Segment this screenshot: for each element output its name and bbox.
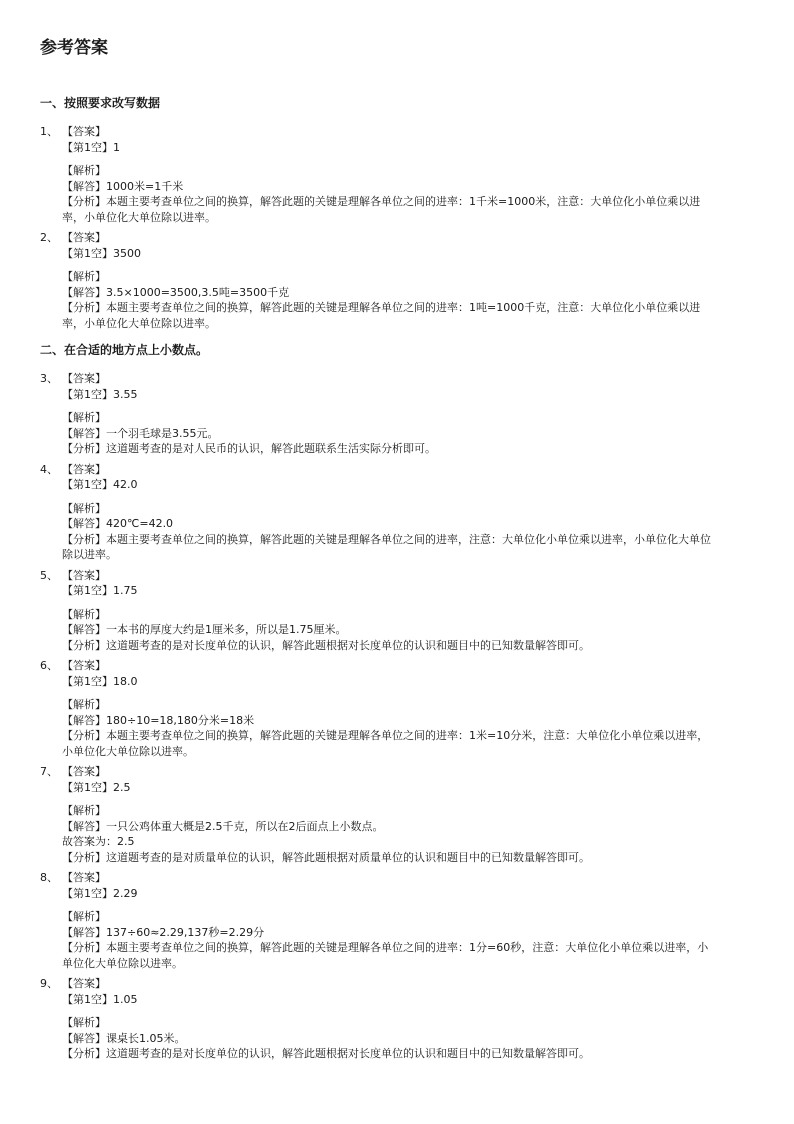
question-number: 7、 bbox=[40, 765, 58, 778]
spacer bbox=[62, 1007, 754, 1015]
spacer bbox=[62, 493, 754, 501]
answer-item bbox=[40, 870, 754, 971]
section-heading: 一、按照要求改写数据 bbox=[40, 96, 161, 110]
question-number: 2、 bbox=[40, 231, 58, 244]
analysis-text: 【分析】这道题考查的是对长度单位的认识，解答此题根据对长度单位的认识和题目中的已知数量解答即可。 bbox=[62, 1047, 590, 1060]
question-number: 6、 bbox=[40, 659, 58, 672]
spacer bbox=[62, 155, 754, 163]
blank-answer: 【第1空】2.5 bbox=[62, 780, 131, 794]
blank-answer: 【第1空】1 bbox=[62, 140, 120, 154]
final-answer-text: 故答案为：2.5 bbox=[62, 835, 135, 848]
section-heading: 二、在合适的地方点上小数点。 bbox=[40, 343, 209, 357]
answer-item bbox=[40, 124, 754, 225]
analysis-tag: 【解析】 bbox=[62, 1016, 106, 1029]
question-number: 8、 bbox=[40, 871, 58, 884]
analysis-tag: 【解析】 bbox=[62, 804, 106, 817]
blank-answer: 【第1空】1.75 bbox=[62, 584, 138, 597]
blank-answer: 【第1空】42.0 bbox=[62, 478, 138, 491]
question-number: 1、 bbox=[40, 125, 58, 138]
answer-tag: 【答案】 bbox=[62, 462, 106, 476]
solution-text: 【解答】一本书的厚度大约是1厘米多，所以是1.75厘米。 bbox=[62, 623, 347, 636]
analysis-tag: 【解析】 bbox=[62, 607, 106, 621]
analysis-text: 【分析】本题主要考查单位之间的换算，解答此题的关键是理解各单位之间的进率：1吨=1000千克，注意：大单位化小单位乘以进率，小单位化大单位除以进率。 bbox=[62, 301, 701, 330]
spacer bbox=[62, 689, 754, 697]
blank-answer: 【第1空】3500 bbox=[62, 246, 141, 260]
question-number: 3、 bbox=[40, 372, 58, 385]
answer-tag: 【答案】 bbox=[62, 977, 106, 990]
answer-tag: 【答案】 bbox=[62, 659, 106, 672]
answer-sections bbox=[40, 94, 754, 1062]
blank-answer: 【第1空】1.05 bbox=[62, 992, 138, 1006]
answer-item bbox=[40, 371, 754, 457]
analysis-tag: 【解析】 bbox=[62, 270, 106, 283]
analysis-text: 【分析】本题主要考查单位之间的换算，解答此题的关键是理解各单位之间的进率，注意：大单位化小单位乘以进率，小单位化大单位除以进率。 bbox=[62, 532, 711, 561]
analysis-text: 【分析】这道题考查的是对长度单位的认识，解答此题根据对长度单位的认识和题目中的已知数量解答即可。 bbox=[62, 638, 590, 652]
analysis-text: 【分析】本题主要考查单位之间的换算，解答此题的关键是理解各单位之间的进率：1米=10分米，注意：大单位化小单位乘以进率，小单位化大单位除以进率。 bbox=[62, 729, 709, 758]
analysis-text: 【分析】这道题考查的是对质量单位的认识，解答此题根据对质量单位的认识和题目中的已知数量解答即可。 bbox=[62, 850, 590, 864]
answer-tag: 【答案】 bbox=[62, 231, 106, 244]
question-number: 4、 bbox=[40, 462, 58, 476]
answer-tag: 【答案】 bbox=[62, 765, 106, 778]
solution-text: 【解答】180÷10=18,180分米=18米 bbox=[62, 713, 255, 727]
solution-text: 【解答】3.5×1000=3500,3.5吨=3500千克 bbox=[62, 285, 290, 299]
solution-text: 【解答】137÷60≈2.29,137秒=2.29分 bbox=[62, 925, 265, 939]
analysis-tag: 【解析】 bbox=[62, 164, 106, 177]
answer-item bbox=[40, 658, 754, 759]
spacer bbox=[62, 901, 754, 909]
spacer bbox=[62, 261, 754, 269]
analysis-tag: 【解析】 bbox=[62, 910, 106, 923]
answer-tag: 【答案】 bbox=[62, 568, 106, 582]
solution-text: 【解答】一个羽毛球是3.55元。 bbox=[62, 426, 219, 440]
solution-text: 【解答】课桌长1.05米。 bbox=[62, 1031, 186, 1045]
answer-item bbox=[40, 462, 754, 563]
analysis-tag: 【解析】 bbox=[62, 698, 106, 711]
answer-tag: 【答案】 bbox=[62, 372, 106, 385]
solution-text: 【解答】420℃=42.0 bbox=[62, 517, 174, 530]
blank-answer: 【第1空】18.0 bbox=[62, 674, 138, 688]
analysis-text: 【分析】本题主要考查单位之间的换算，解答此题的关键是理解各单位之间的进率：1千米=1000米，注意：大单位化小单位乘以进率，小单位化大单位除以进率。 bbox=[62, 195, 701, 224]
blank-answer: 【第1空】3.55 bbox=[62, 387, 138, 401]
page-title: 参考答案 bbox=[40, 38, 108, 58]
spacer bbox=[62, 795, 754, 803]
answer-item bbox=[40, 976, 754, 1062]
analysis-tag: 【解析】 bbox=[62, 411, 106, 424]
spacer bbox=[62, 402, 754, 410]
analysis-text: 【分析】本题主要考查单位之间的换算，解答此题的关键是理解各单位之间的进率：1分=60秒，注意：大单位化小单位乘以进率，小单位化大单位除以进率。 bbox=[62, 941, 709, 970]
spacer bbox=[62, 599, 754, 607]
answer-item bbox=[40, 568, 754, 654]
answer-tag: 【答案】 bbox=[62, 125, 106, 138]
answer-item bbox=[40, 764, 754, 865]
answer-tag: 【答案】 bbox=[62, 871, 106, 884]
analysis-text: 【分析】这道题考查的是对人民币的认识，解答此题联系生活实际分析即可。 bbox=[62, 442, 436, 455]
question-number: 5、 bbox=[40, 568, 58, 582]
question-number: 9、 bbox=[40, 977, 58, 990]
answer-item bbox=[40, 230, 754, 331]
solution-text: 【解答】一只公鸡体重大概是2.5千克，所以在2后面点上小数点。 bbox=[62, 819, 384, 833]
solution-text: 【解答】1000米=1千米 bbox=[62, 179, 184, 193]
blank-answer: 【第1空】2.29 bbox=[62, 886, 138, 900]
analysis-tag: 【解析】 bbox=[62, 501, 106, 515]
